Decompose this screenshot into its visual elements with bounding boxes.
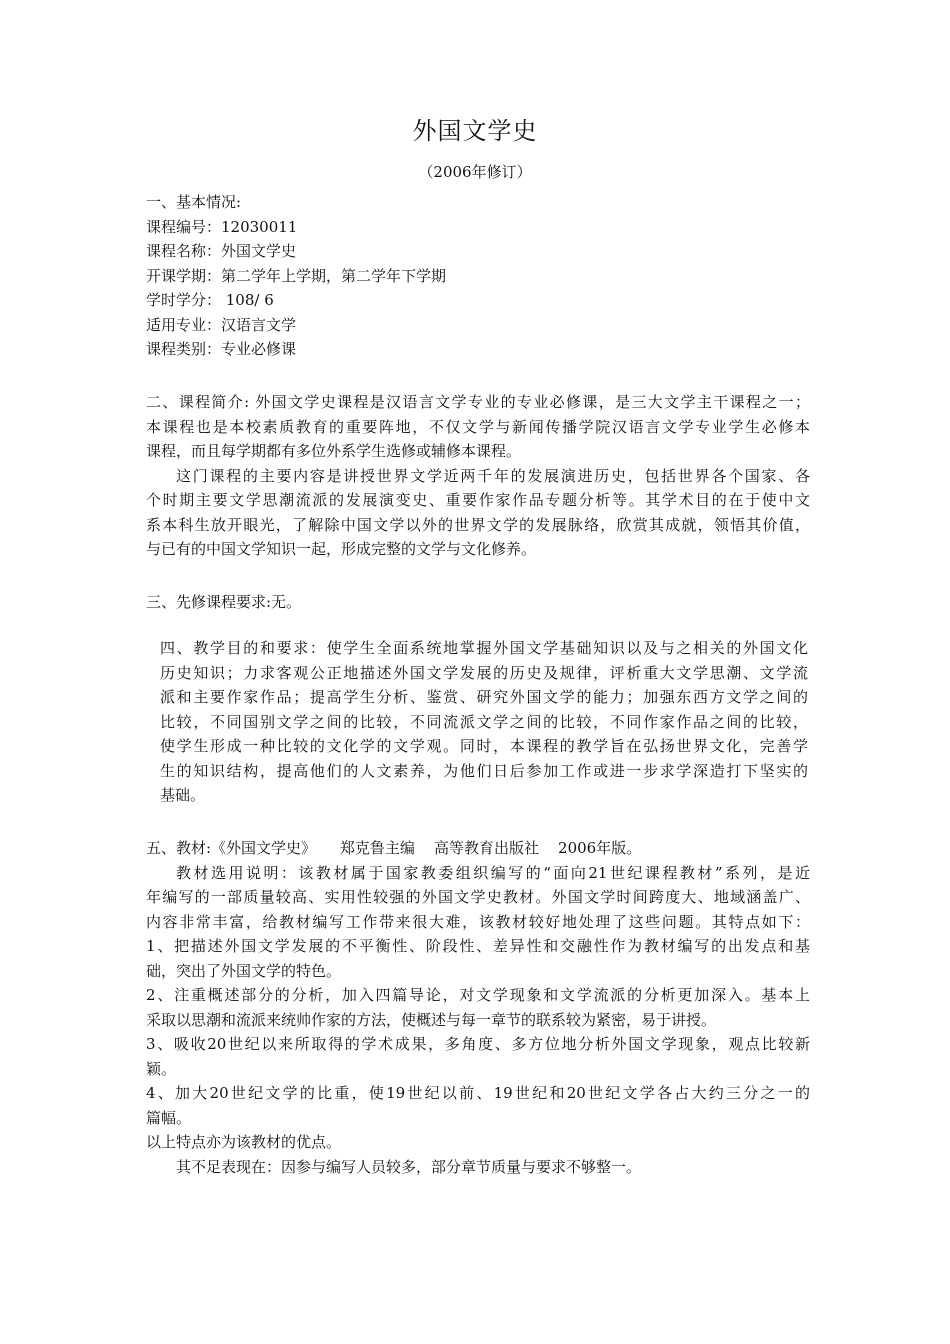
feature-point-line: 础，突出了外国文学的特色。 <box>146 961 342 980</box>
paragraph-line: 使学生形成一种比较的文化学的文学观。同时，本课程的教学旨在弘扬世界文化，完善学 <box>160 737 808 755</box>
paragraph-line: 内容非常丰富，给教材编写工作带来很大难，该教材较好地处理了这些问题。其特点如下： <box>146 912 810 931</box>
prerequisites-text: 三、先修课程要求:无。 <box>146 593 302 611</box>
feature-point-line: 1、把描述外国文学发展的不平衡性、阶段性、差异性和交融性作为教材编写的出发点和基 <box>146 937 810 955</box>
course-hours-credits: 学时学分： 108/ 6 <box>146 291 274 309</box>
feature-point-line: 2、注重概述部分的分析，加入四篇导论，对文学现象和文学流派的分析更加深入。基本上 <box>146 986 810 1004</box>
paragraph-line: 课程，而且每学期都有多位外系学生选修或辅修本课程。 <box>146 442 522 460</box>
feature-point-line: 篇幅。 <box>146 1108 192 1127</box>
feature-point-line: 颖。 <box>146 1059 177 1078</box>
paragraph-line: 历史知识；力求客观公正地描述外国文学发展的历史及规律，评析重大文学思潮、文学流 <box>160 663 808 682</box>
paragraph-line: 教材选用说明：该教材属于国家教委组织编写的“面向21世纪课程教材”系列，是近 <box>176 863 810 882</box>
course-major: 适用专业：汉语言文学 <box>146 315 297 334</box>
paragraph-line: 四、教学目的和要求：使学生全面系统地掌握外国文学基础知识以及与之相关的外国文化 <box>160 639 808 657</box>
section-teaching-goals <box>160 636 808 808</box>
feature-point-line: 采取以思潮和流派来统帅作家的方法，使概述与每一章节的联系较为紧密，易于讲授。 <box>146 1010 717 1029</box>
feature-point-line: 4、加大20世纪文学的比重，使19世纪以前、19世纪和20世纪文学各占大约三分之一的 <box>146 1084 810 1102</box>
feature-point-line: 3、吸收20世纪以来所取得的学术成果，多角度、多方位地分析外国文学现象，观点比较新 <box>146 1035 810 1053</box>
document-subtitle: （2006年修订） <box>418 163 532 181</box>
paragraph-line: 系本科生放开眼光，了解除中国文学以外的世界文学的发展脉络，欣赏其成就，领悟其价值， <box>146 515 810 534</box>
course-name: 课程名称：外国文学史 <box>146 242 297 260</box>
paragraph-line: 比较，不同国别文学之间的比较，不同流派文学之间的比较，不同作家作品之间的比较， <box>160 712 808 731</box>
paragraph-line: 二、课程简介: 外国文学史课程是汉语言文学专业的专业必修课，是三大文学主干课程之一； <box>146 393 810 411</box>
section-textbook <box>146 836 810 1179</box>
section-basic-info <box>146 190 810 362</box>
textbook-heading: 五、教材:《外国文学史》 郑克鲁主编 高等教育出版社 2006年版。 <box>146 839 642 857</box>
course-semester: 开课学期：第二学年上学期，第二学年下学期 <box>146 266 447 285</box>
course-number: 课程编号：12030011 <box>146 217 298 236</box>
paragraph-line: 本课程也是本校素质教育的重要阵地，不仅文学与新闻传播学院汉语言文学专业学生必修本 <box>146 417 810 436</box>
document-title: 外国文学史 <box>412 117 538 145</box>
paragraph-line: 派和主要作家作品；提高学生分析、鉴赏、研究外国文学的能力；加强东西方文学之间的 <box>160 688 808 706</box>
paragraph-line: 基础。 <box>160 786 206 804</box>
summary-line: 以上特点亦为该教材的优点。 <box>146 1133 342 1151</box>
paragraph-line: 年编写的一部质量较高、实用性较强的外国文学史教材。外国文学时间跨度大、地域涵盖广、 <box>146 888 810 906</box>
paragraph-line: 个时期主要文学思潮流派的发展演变史、重要作家作品专题分析等。其学术目的在于使中文 <box>146 491 810 509</box>
section-prerequisites <box>146 590 810 615</box>
course-category: 课程类别：专业必修课 <box>146 340 297 358</box>
section-course-intro <box>146 390 810 562</box>
paragraph-line: 与已有的中国文学知识一起，形成完整的文学与文化修养。 <box>146 540 537 558</box>
shortcoming-line: 其不足表现在：因参与编写人员较多，部分章节质量与要求不够整一。 <box>176 1157 642 1176</box>
paragraph-line: 生的知识结构，提高他们的人文素养，为他们日后参加工作或进一步求学深造打下坚实的 <box>160 761 808 780</box>
paragraph-line: 这门课程的主要内容是讲授世界文学近两千年的发展演进历史，包括世界各个国家、各 <box>176 466 810 485</box>
section-heading: 一、基本情况: <box>146 193 242 211</box>
